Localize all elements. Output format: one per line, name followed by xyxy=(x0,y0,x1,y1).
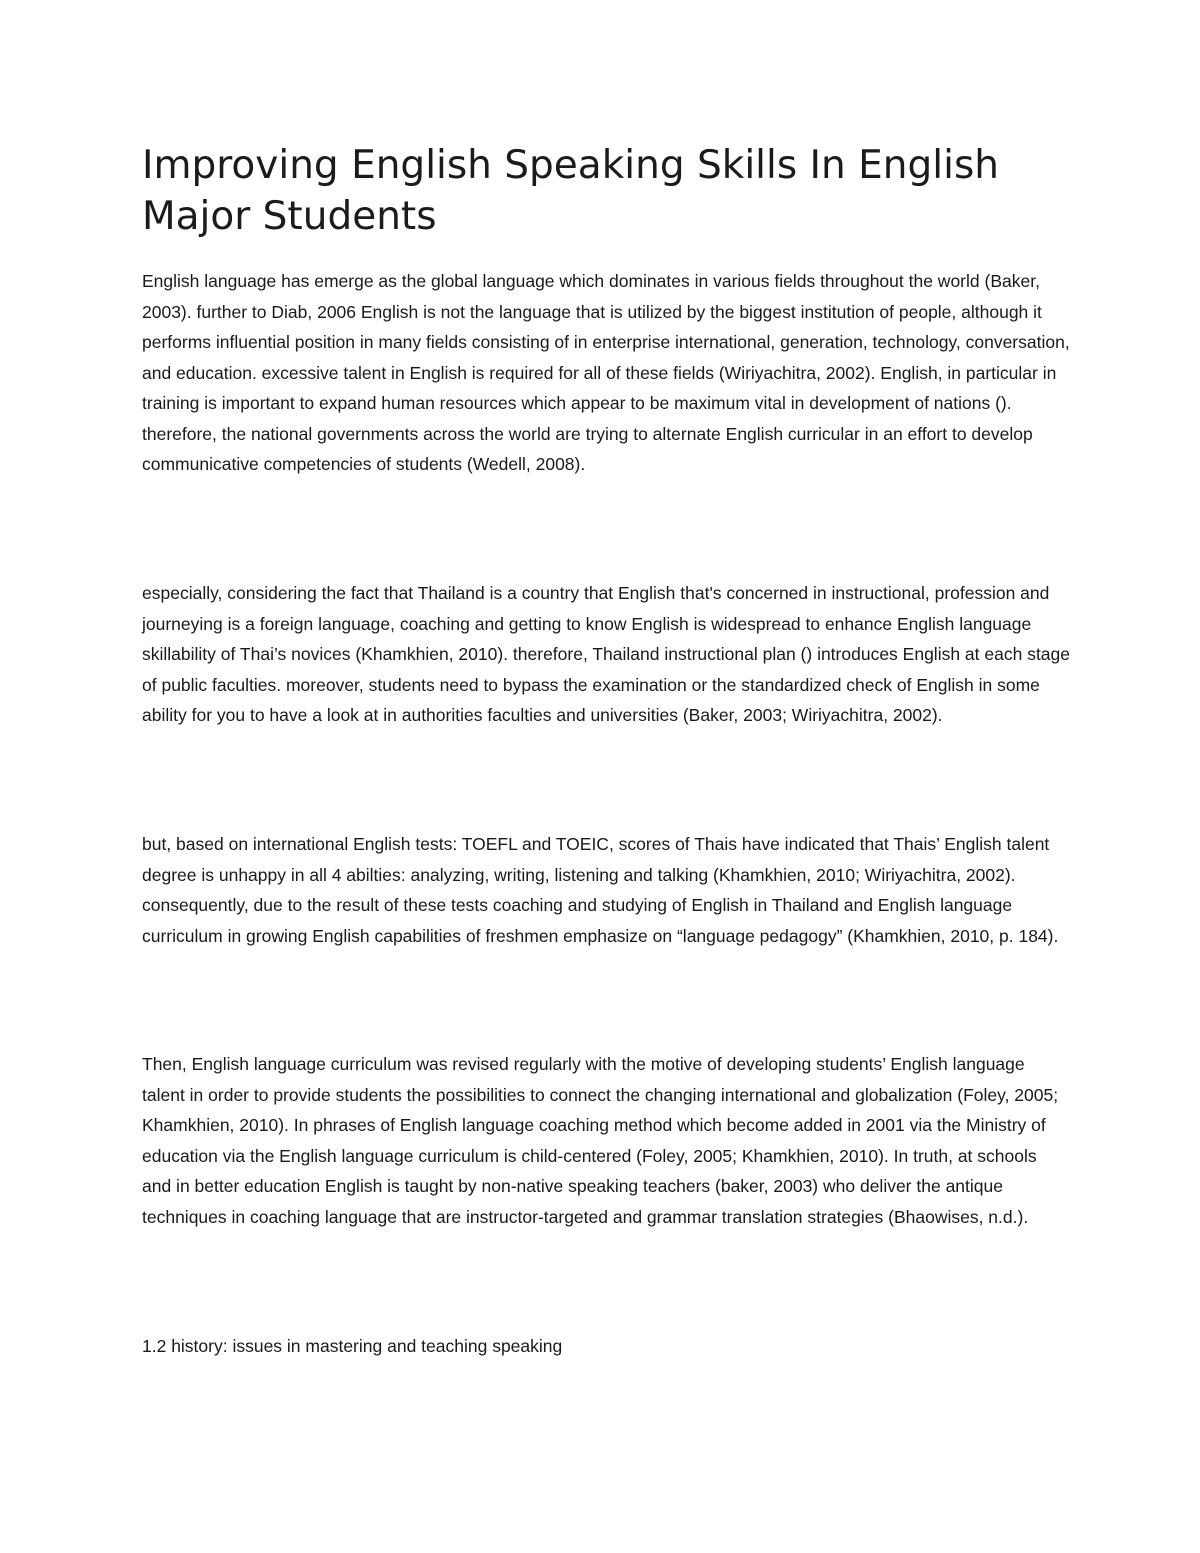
document-title: Improving English Speaking Skills In English Major Students xyxy=(142,143,999,239)
section-heading-history: 1.2 history: issues in mastering and teaching speaking xyxy=(142,1336,563,1356)
paragraph-test-scores: but, based on international English tests: TOEFL and TOEIC, scores of Thais have indicated that Thais’ English talent degree is unhappy in all 4 abilties: analyzing, writing, listening and talking (Khamkhien, 2010; Wiriyachitra, 2002). consequently, due to the result of these tests coaching and studying of English in Thailand and English language curriculum in growing English capabilities of freshmen emphasize on “language pedagogy” (Khamkhien, 2010, p. 184). xyxy=(142,834,1059,946)
paragraph-curriculum: Then, English language curriculum was revised regularly with the motive of developing students’ English language talent in order to provide students the possibilities to connect the changing international and globalization (Foley, 2005; Khamkhien, 2010). In phrases of English language coaching method which become added in 2001 via the Ministry of education via the English language curriculum is child-centered (Foley, 2005; Khamkhien, 2010). In truth, at schools and in better education English is taught by non-native speaking teachers (baker, 2003) who deliver the antique techniques in coaching language that are instructor-targeted and grammar translation strategies (Bhaowises, n.d.). xyxy=(142,1054,1059,1227)
paragraph-introduction: English language has emerge as the global language which dominates in various fields throughout the world (Baker, 2003). further to Diab, 2006 English is not the language that is utilized by the biggest institution of people, although it performs influential position in many fields consisting of in enterprise international, generation, technology, conversation, and education. excessive talent in English is required for all of these fields (Wiriyachitra, 2002). English, in particular in training is important to expand human resources which appear to be maximum vital in development of nations (). therefore, the national governments across the world are trying to alternate English curricular in an effort to develop communicative competencies of students (Wedell, 2008). xyxy=(142,271,1070,474)
paragraph-thailand-context: especially, considering the fact that Thailand is a country that English that's concerned in instructional, profession and journeying is a foreign language, coaching and getting to know English is widespread to enhance English language skillability of Thai’s novices (Khamkhien, 2010). therefore, Thailand instructional plan () introduces English at each stage of public faculties. moreover, students need to bypass the examination or the standardized check of English in some ability for you to have a look at in authorities faculties and universities (Baker, 2003; Wiriyachitra, 2002). xyxy=(142,583,1071,725)
